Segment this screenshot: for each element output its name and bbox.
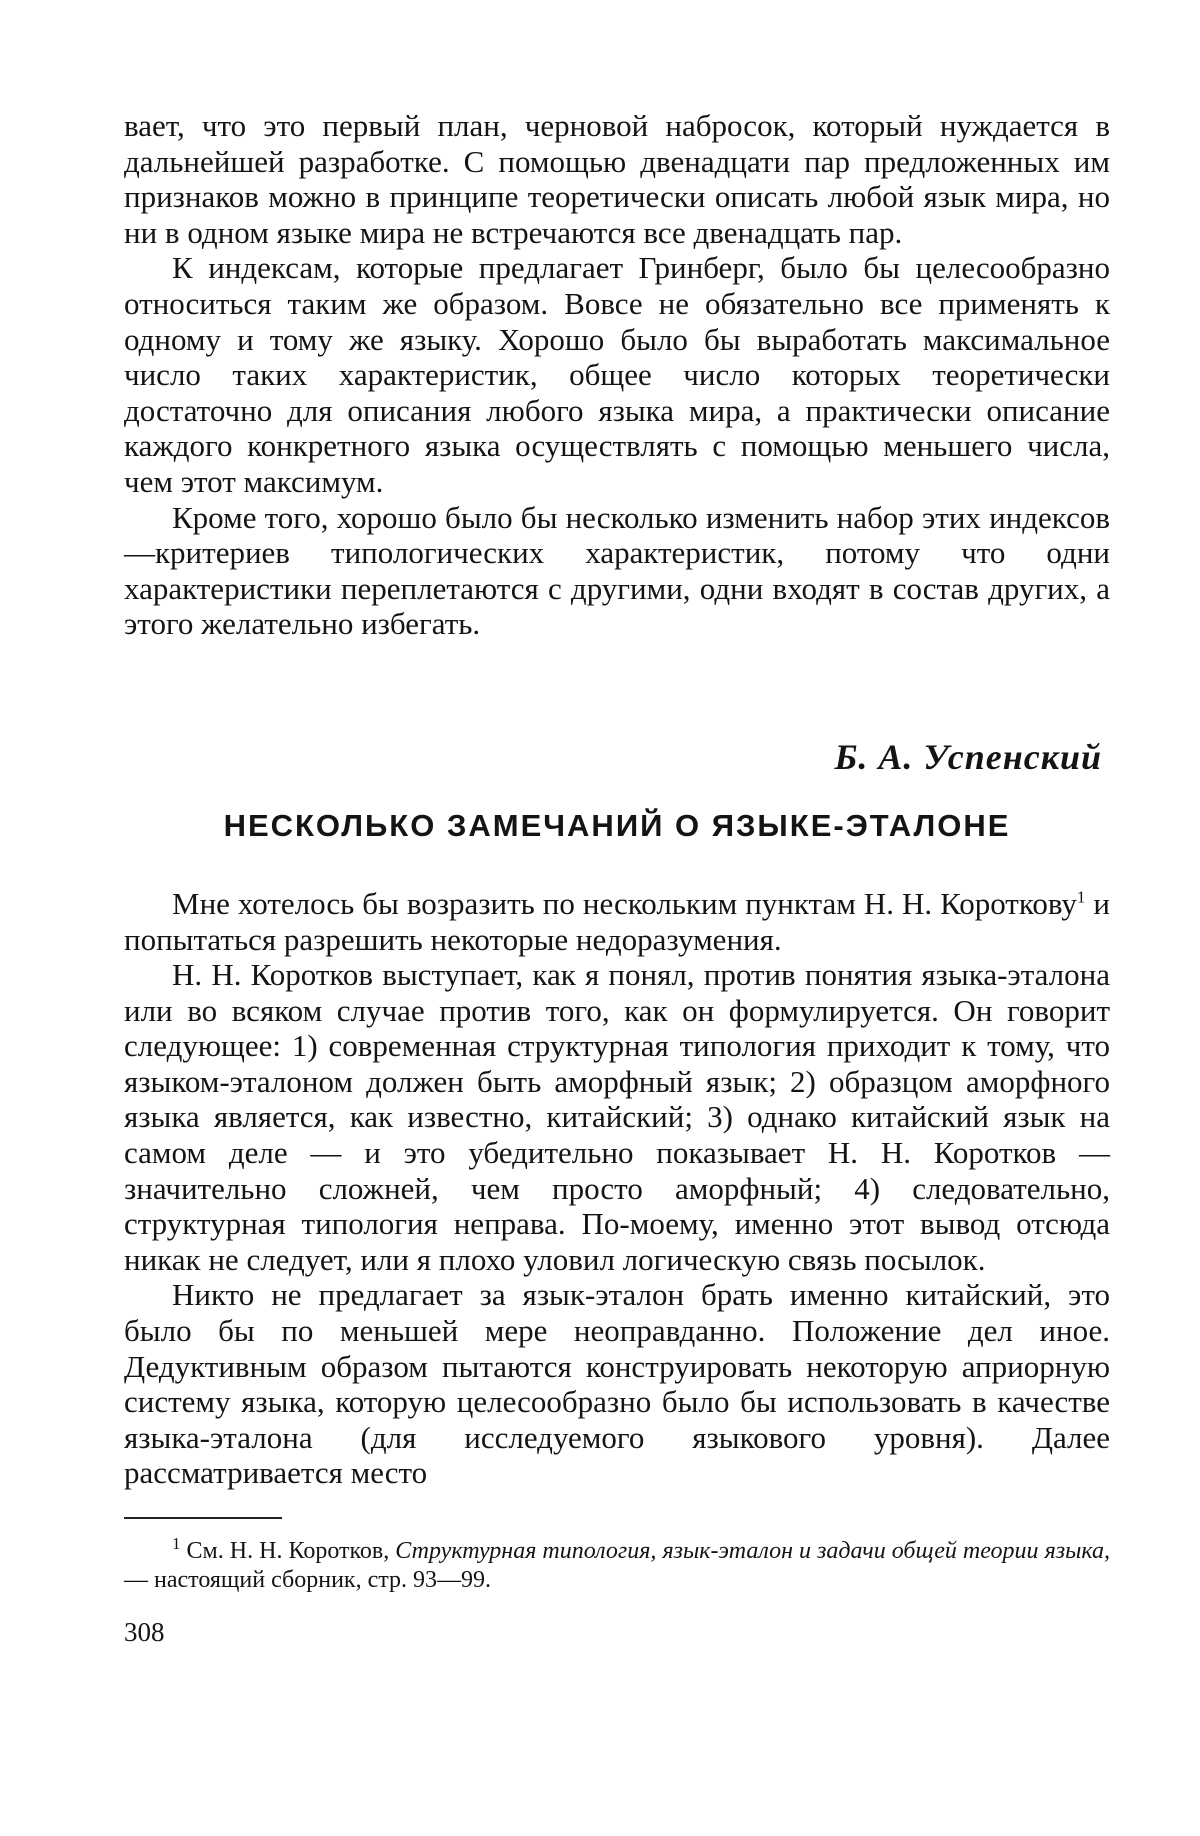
footnote-mark: 1 (172, 1534, 181, 1553)
footnote-reference: 1 (1076, 887, 1086, 907)
footnote (124, 1534, 1110, 1595)
article-title: НЕСКОЛЬКО ЗАМЕЧАНИЙ О ЯЗЫКЕ-ЭТАЛОНЕ (223, 807, 1011, 843)
paragraph-besides: Кроме того, хорошо было бы несколько изменить набор этих индексов—критериев типологических характеристик, потому что одни характеристики переплетаются с другими, одни входят в состав других, а этого желательно избегать. (124, 499, 1110, 642)
footnote-suffix: — настоящий сборник, стр. 93—99. (124, 1567, 492, 1593)
paragraph-indexes: К индексам, которые предлагает Гринберг, было бы целесообразно относиться таким же образом. Вовсе не обязательно все применять к одному и тому же языку. Хорошо было бы выработать максимальное число таких характеристик, общее число которых теоретически достаточно для описания любого языка мира, а практически описание каждого конкретного языка осуществлять с помощью меньшего числа, чем этот максимум. (124, 250, 1110, 499)
page-number: 308 (124, 1617, 165, 1647)
footnote-citation-title: Структурная типология, язык-эталон и задачи общей теории языка, (395, 1538, 1110, 1564)
book-page (124, 108, 1110, 1648)
footnote-prefix: См. Н. Н. Коротков, (180, 1538, 396, 1564)
paragraph-objection-text: Мне хотелось бы возразить по нескольким пунктам Н. Н. Короткову (172, 885, 1077, 921)
continued-section (124, 108, 1110, 642)
paragraph-objection (124, 886, 1110, 957)
paragraph-korotkov: Н. Н. Коротков выступает, как я понял, против понятия языка-эталона или во всяком случае против того, как он формулируется. Он говорит следующее: 1) современная структурная типология приходит к тому, что языком-эталоном должен быть аморфный язык; 2) образцом аморфного языка является, как известно, китайский; 3) однако китайский язык на самом деле — и это убедительно показывает Н. Н. Коротков — значительно сложней, чем просто аморфный; 4) следовательно, структурная типология неправа. По-моему, именно этот вывод отсюда никак не следует, или я плохо уловил логическую связь посылок. (124, 957, 1110, 1277)
article-author: Б. А. Успенский (834, 736, 1102, 777)
paragraph-continued: вает, что это первый план, черновой набросок, который нуждается в дальнейшей разработке. С помощью двенадцати пар предложенных им признаков можно в принципе теоретически описать любой язык мира, но ни в одном языке мира не встречаются все двенадцать пар. (124, 108, 1110, 250)
paragraph-objection-tail: и попытаться разрешить некоторые недоразумения. (124, 885, 1110, 957)
footnote-divider (124, 1517, 282, 1519)
paragraph-nobody: Никто не предлагает за язык-эталон брать именно китайский, это было бы по меньшей мере неоправданно. Положение дел иное. Дедуктивным образом пытаются конструировать некоторую априорную систему языка, которую целесообразно было бы использовать в качестве языка-эталона (для исследуемого языкового уровня). Далее рассматривается место (124, 1277, 1110, 1491)
article-body (124, 886, 1110, 1491)
